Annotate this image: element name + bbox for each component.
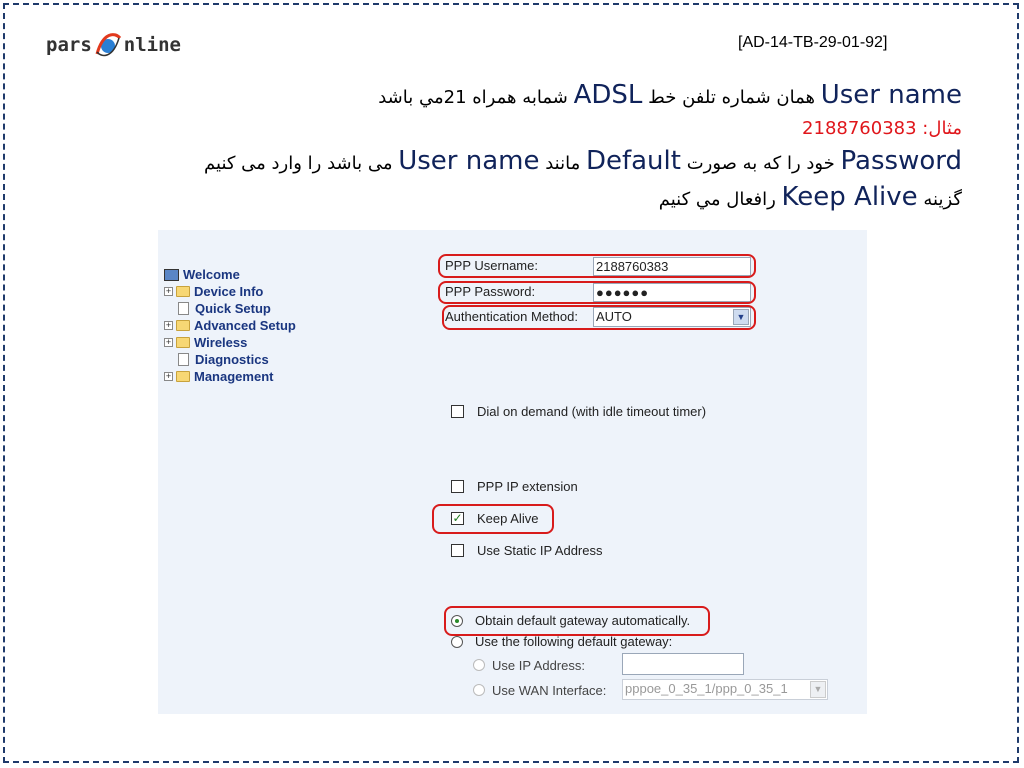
dial-on-demand-checkbox[interactable]	[451, 405, 464, 418]
tree-root[interactable]: Welcome	[164, 266, 296, 283]
gateway-ip-input[interactable]	[622, 653, 744, 675]
instruction-example: مثال: 2188760383	[802, 118, 962, 139]
dial-on-demand-label: Dial on demand (with idle timeout timer)	[477, 404, 707, 419]
folder-icon	[176, 286, 190, 297]
highlight-password	[438, 281, 756, 304]
highlight-gateway-auto	[444, 606, 710, 636]
chevron-down-icon[interactable]: ▼	[733, 309, 749, 325]
wan-interface-value: pppoe_0_35_1/ppp_0_35_1	[625, 681, 788, 696]
static-ip-checkbox[interactable]	[451, 544, 464, 557]
instruction-username: User name همان شماره تلفن خط ADSL شمابه همراه 21مي باشد	[378, 80, 962, 110]
ppp-username-label: PPP Username:	[445, 258, 538, 273]
ppp-password-input[interactable]: ●●●●●●	[593, 283, 751, 302]
use-ip-label: Use IP Address:	[492, 658, 585, 673]
chevron-down-icon[interactable]: ▼	[810, 681, 826, 698]
ppp-password-label: PPP Password:	[445, 284, 536, 299]
keep-alive-checkbox[interactable]: ✓	[452, 511, 463, 525]
expand-icon[interactable]: +	[165, 337, 172, 347]
folder-icon	[176, 371, 190, 382]
expand-icon[interactable]: +	[165, 320, 172, 330]
use-wan-radio[interactable]	[473, 684, 485, 696]
ppp-ip-extension-label: PPP IP extension	[477, 479, 578, 494]
logo-text-right: nline	[123, 34, 181, 56]
use-wan-label: Use WAN Interface:	[492, 683, 607, 698]
expand-icon[interactable]: +	[165, 371, 172, 381]
gateway-manual-radio[interactable]	[451, 636, 463, 648]
folder-icon	[176, 337, 190, 348]
ppp-username-input[interactable]: 2188760383	[593, 257, 751, 276]
router-config-screenshot	[158, 230, 867, 714]
highlight-auth	[442, 305, 756, 330]
auth-method-label: Authentication Method:	[445, 309, 578, 324]
logo-text-left: pars	[46, 34, 92, 56]
tree-item-diagnostics[interactable]: Diagnostics	[164, 351, 296, 368]
instruction-password: Password خود را که به صورت Default مانند User name می باشد را وارد می کنیم	[204, 146, 962, 176]
instruction-keep-alive: گزینه Keep Alive رافعال مي كنيم	[658, 182, 962, 212]
parsonline-logo	[46, 30, 181, 60]
tree-item-wireless[interactable]: + Wireless	[165, 335, 248, 350]
wan-interface-select[interactable]	[622, 679, 828, 700]
document-reference-code: [AD-14-TB-29-01-92]	[738, 34, 888, 51]
globe-swirl-icon	[93, 30, 123, 60]
nav-tree	[164, 266, 296, 385]
use-ip-radio[interactable]	[473, 659, 485, 671]
folder-icon	[176, 320, 190, 331]
static-ip-label: Use Static IP Address	[477, 543, 603, 558]
tree-item-quick-setup[interactable]: Quick Setup	[164, 300, 296, 317]
document-icon	[178, 302, 189, 315]
auth-method-value: AUTO	[596, 309, 632, 324]
gateway-auto-label: Obtain default gateway automatically.	[475, 613, 691, 628]
ppp-ip-extension-checkbox[interactable]	[451, 480, 464, 493]
computer-icon	[164, 269, 179, 281]
highlight-username	[438, 254, 756, 278]
tree-item-management[interactable]: + Management	[165, 369, 274, 384]
tree-item-advanced-setup[interactable]: + Advanced Setup	[165, 318, 296, 333]
expand-icon[interactable]: +	[165, 286, 172, 296]
keep-alive-label: Keep Alive	[477, 511, 539, 526]
gateway-manual-label: Use the following default gateway:	[475, 634, 673, 649]
tree-item-device-info[interactable]: + Device Info	[165, 284, 264, 299]
document-icon	[178, 353, 189, 366]
highlight-keep-alive	[432, 504, 554, 534]
